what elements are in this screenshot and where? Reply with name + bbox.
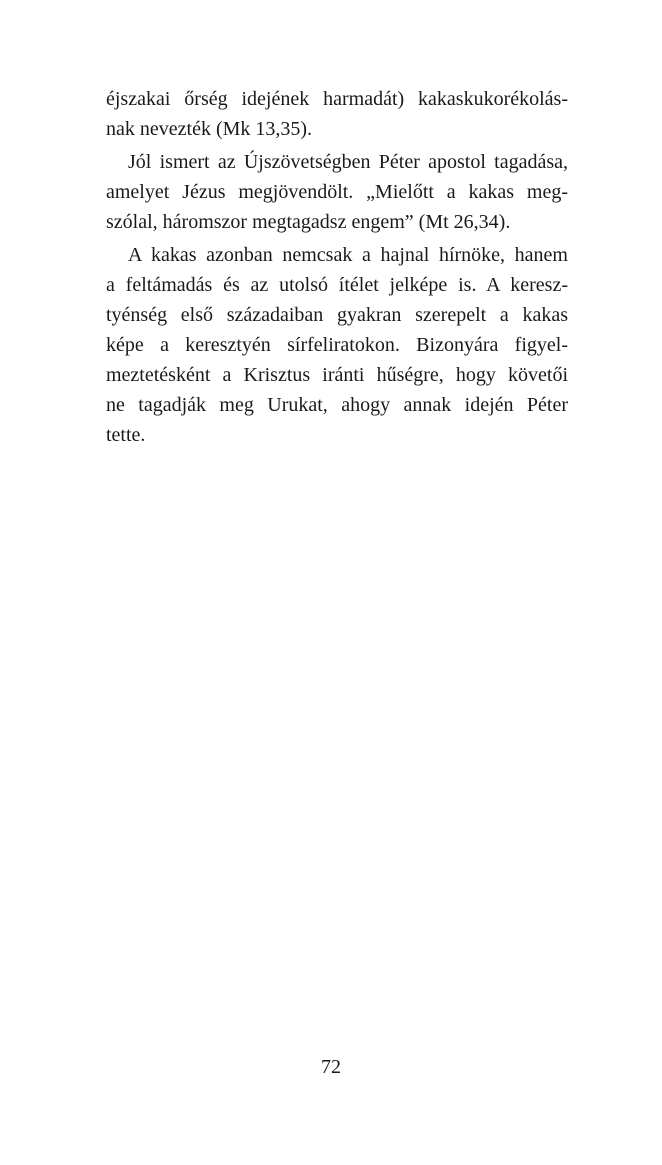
text-line: tette. [106,424,146,446]
text-line: képe a keresztyén sírfeliratokon. Bizonyára figyel- [106,334,568,356]
text-line: meztetésként a Krisztus iránti hűségre, hogy követői [106,364,568,386]
paragraph [106,84,568,144]
text-line: tyénség első századaiban gyakran szerepelt a kakas [106,304,568,326]
text-line: amelyet Jézus megjövendölt. „Mielőtt a kakas meg- [106,181,568,203]
paragraph [106,240,568,450]
paragraph [106,147,568,237]
text-line: szólal, háromszor megtagadsz engem” (Mt 26,34). [106,211,511,233]
text-line: ne tagadják meg Urukat, ahogy annak idején Péter [106,394,568,416]
body-text [106,84,568,450]
text-line: A kakas azonban nemcsak a hajnal hírnöke, hanem [128,244,568,266]
page-number: 72 [321,1056,341,1078]
text-line: nak nevezték (Mk 13,35). [106,118,313,140]
text-line: éjszakai őrség idejének harmadát) kakaskukorékolás- [106,88,568,110]
text-line: Jól ismert az Újszövetségben Péter apostol tagadása, [128,151,568,173]
text-line: a feltámadás és az utolsó ítélet jelképe is. A keresz- [106,274,568,296]
